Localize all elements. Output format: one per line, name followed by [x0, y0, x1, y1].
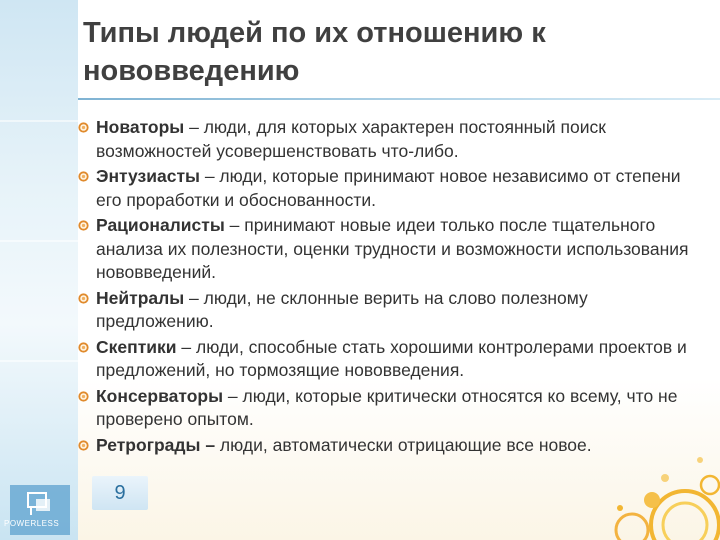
item-term: Новаторы	[96, 117, 185, 137]
ring-bullet-icon	[78, 391, 89, 402]
list-item	[78, 287, 698, 334]
item-term: Нейтралы	[96, 287, 185, 308]
item-text: – люди, способные стать хорошими контролерами проектов и предложений, но тормозящие нововведения.	[96, 336, 687, 380]
ring-bullet-icon	[78, 220, 89, 231]
ring-bullet-icon	[78, 171, 89, 182]
list-item	[78, 336, 698, 383]
left-decorative-band	[0, 0, 78, 540]
item-text: люди, автоматически отрицающие все новое.	[215, 434, 592, 455]
list-item	[78, 385, 698, 432]
item-text: – люди, не склонные верить на слово полезному предложению.	[96, 287, 588, 331]
item-term: Энтузиасты	[96, 166, 200, 186]
ring-bullet-icon	[78, 293, 89, 304]
item-text: – люди, для которых характерен постоянный поиск возможностей усовершенствовать что-либо.	[96, 117, 606, 161]
list-item	[78, 165, 698, 212]
title-divider	[78, 98, 720, 100]
decorative-circles	[560, 430, 720, 540]
ring-bullet-icon	[78, 122, 89, 133]
item-term: Скептики	[96, 336, 177, 357]
ring-bullet-icon	[78, 342, 89, 353]
item-text: – люди, которые критически относятся ко всему, что не проверено опытом.	[96, 385, 678, 429]
bullet-list	[78, 116, 698, 459]
slide-title: Типы людей по их отношению к нововведению	[83, 17, 546, 87]
list-item	[78, 214, 698, 285]
page-number: 9	[92, 476, 148, 510]
item-term: Ретрограды –	[96, 434, 216, 455]
item-term: Рационалисты	[96, 215, 225, 235]
item-term: Консерваторы	[96, 385, 224, 406]
ring-bullet-icon	[78, 440, 89, 451]
item-text: – принимают новые идеи только после тщательного анализа их полезности, оценки трудности и возможности использования нововведений.	[96, 215, 689, 282]
item-text: – люди, которые принимают новое независимо от степени его проработки и обоснованности.	[96, 166, 681, 210]
list-item	[78, 116, 698, 163]
logo-text: POWERLESS	[4, 519, 60, 528]
